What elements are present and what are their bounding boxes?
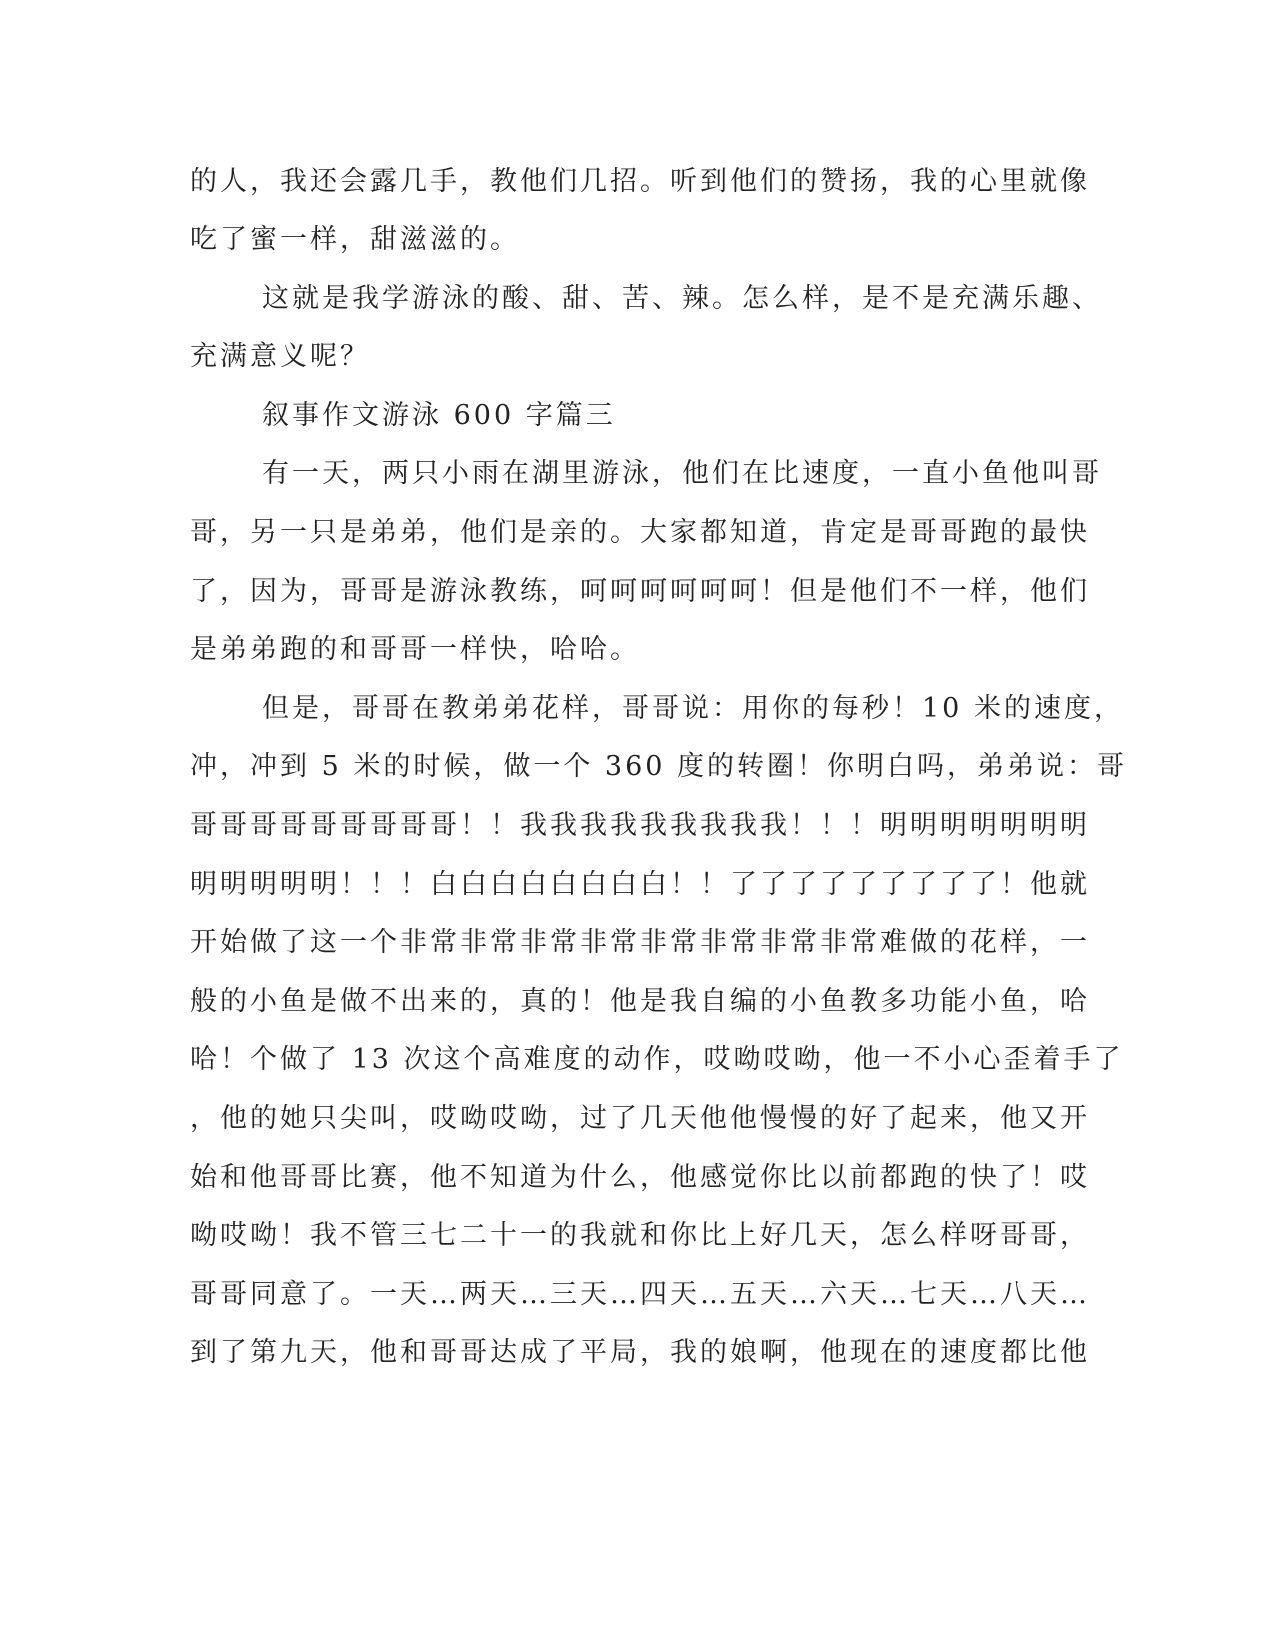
text-line: 哥哥哥哥哥哥哥哥哥！！我我我我我我我我我！！！明明明明明明明 — [190, 810, 1090, 841]
text-line: 哥，另一只是弟弟，他们是亲的。大家都知道，肯定是哥哥跑的最快 — [190, 517, 1090, 548]
text-line: 呦哎呦！我不管三七二十一的我就和你比上好几天，怎么样呀哥哥， — [190, 1220, 1090, 1251]
text-line: 的人，我还会露几手，教他们几招。听到他们的赞扬，我的心里就像 — [190, 166, 1090, 197]
text-line: 明明明明明！！！白白白白白白白白！！了了了了了了了了了！他就 — [190, 869, 1090, 900]
text-line: 这就是我学游泳的酸、甜、苦、辣。怎么样，是不是充满乐趣、 — [262, 283, 1102, 314]
text-line: 了，因为，哥哥是游泳教练，呵呵呵呵呵呵！但是他们不一样，他们 — [190, 576, 1090, 607]
text-line: 般的小鱼是做不出来的，真的！他是我自编的小鱼教多功能小鱼，哈 — [190, 986, 1090, 1017]
text-line: 开始做了这一个非常非常非常非常非常非常非常非常难做的花样，一 — [190, 927, 1090, 958]
text-line: 是弟弟跑的和哥哥一样快，哈哈。 — [190, 634, 640, 665]
text-line: 充满意义呢？ — [190, 341, 370, 372]
text-line: 吃了蜜一样，甜滋滋的。 — [190, 224, 520, 255]
text-line: 始和他哥哥比赛，他不知道为什么，他感觉你比以前都跑的快了！哎 — [190, 1162, 1090, 1193]
text-line: 但是，哥哥在教弟弟花样，哥哥说：用你的每秒！10 米的速度， — [262, 693, 1124, 724]
text-line: 冲，冲到 5 米的时候，做一个 360 度的转圈！你明白吗，弟弟说：哥 — [190, 751, 1128, 782]
text-line: 有一天，两只小雨在湖里游泳，他们在比速度，一直小鱼他叫哥 — [262, 458, 1102, 489]
text-line: 哥哥同意了。一天…两天…三天…四天…五天…六天…七天…八天… — [190, 1279, 1090, 1310]
text-line: 哈！个做了 13 次这个高难度的动作，哎呦哎呦，他一不小心歪着手了 — [190, 1044, 1124, 1075]
section-heading: 叙事作文游泳 600 字篇三 — [262, 400, 616, 431]
text-line: 到了第九天，他和哥哥达成了平局，我的娘啊，他现在的速度都比他 — [190, 1337, 1090, 1368]
text-line: ，他的她只尖叫，哎呦哎呦，过了几天他他慢慢的好了起来，他又开 — [190, 1103, 1090, 1134]
